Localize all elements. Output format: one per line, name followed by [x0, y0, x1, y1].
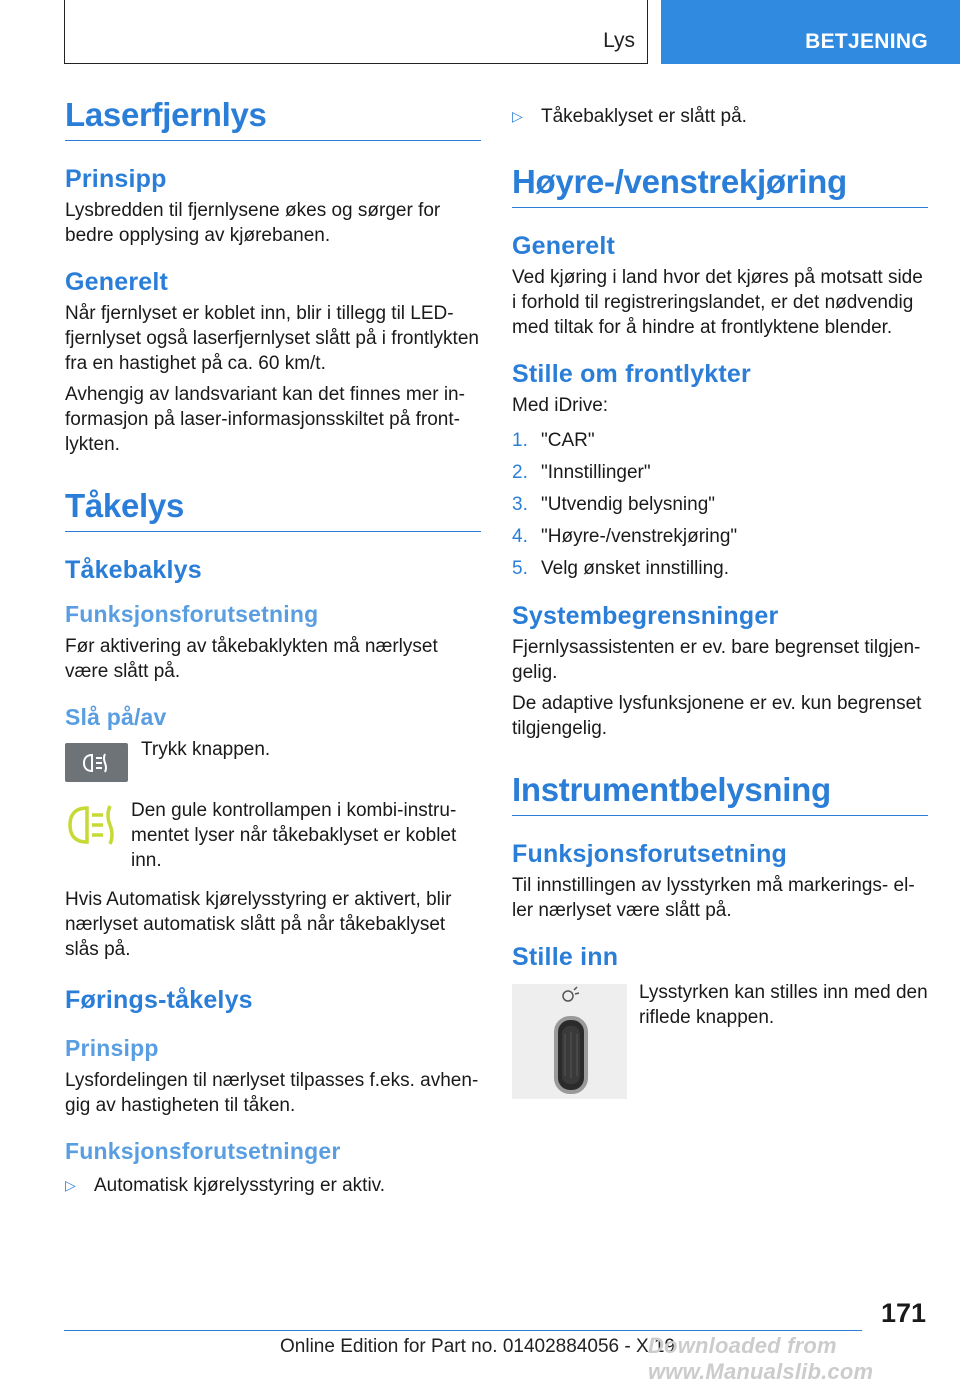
system-text-1: Fjernlysassistenten er ev. bare begrenset tilgjengelig.: [512, 637, 921, 683]
lamp-row: [65, 798, 481, 873]
generelt-heading: Generelt: [65, 268, 169, 296]
idrive-text: Med iDrive:: [512, 395, 609, 416]
list-item: 2. "Innstillinger": [512, 462, 651, 483]
system-text-2: De adaptive lysfunksjonene er ev. kun begrenset tilgjengelig.: [512, 693, 922, 739]
watermark: Downloaded from www.Manualslib.com: [648, 1333, 874, 1384]
left-column: [65, 96, 481, 1198]
system-heading: Systembegrensninger: [512, 602, 779, 630]
stille-inn-row: [512, 980, 928, 1099]
lamp-text: Den gule kontrollampen i kombi-instrumentet lyser når tåkebaklyset er koblet inn.: [131, 800, 457, 871]
bullet-item: [512, 104, 928, 129]
steps-list: [512, 428, 928, 581]
dimmer-knob-icon: [512, 984, 627, 1099]
trykk-text: Trykk knappen.: [141, 739, 271, 760]
stille-inn-text: Lysstyrken kan stilles inn med den riflede knappen.: [639, 982, 928, 1028]
forutsetninger-heading: Funksjonsforutsetninger: [65, 1138, 341, 1164]
prinsipp-text: Lysbredden til fjernlysene økes og sørger for bedre opplysing av kjørebanen.: [65, 200, 441, 246]
header-section-box: [64, 0, 648, 64]
takelys-title: Tåkelys: [65, 487, 481, 532]
list-item: 5. Velg ønsket innstilling.: [512, 558, 729, 579]
funksjon-text: Før aktivering av tåkebaklykten må nærlyset være slått på.: [65, 636, 438, 682]
list-item: 1. "CAR": [512, 430, 595, 451]
generelt-heading-right: Generelt: [512, 232, 616, 260]
triangle-bullet-icon: ▷: [65, 1177, 76, 1193]
bullet-item: [65, 1173, 481, 1198]
forings-prinsipp-text: Lysfordelingen til nærlyset tilpasses f.eks. avhengig av hastigheten til tåken.: [65, 1070, 479, 1116]
bullet-text: Tåkebaklyset er slått på.: [541, 106, 747, 127]
chapter-tab: BETJENING: [661, 0, 960, 64]
bullet-text: Automatisk kjørelysstyring er aktiv.: [94, 1175, 386, 1196]
takebaklys-heading: Tåkebaklys: [65, 556, 202, 584]
instrument-title: Instrumentbelysning: [512, 771, 928, 816]
forings-heading: Førings-tåkelys: [65, 986, 253, 1014]
generelt-text-2: Avhengig av landsvariant kan det finnes mer informasjon på laser-informasjonsskiltet på frontlykten.: [65, 384, 465, 455]
laser-title: Laserfjernlys: [65, 96, 481, 141]
footer-edition: Online Edition for Part no. 01402884056 - X/19: [280, 1336, 676, 1357]
generelt-text-right: Ved kjøring i land hvor det kjøres på motsatt side i forhold til registreringslandet, er det nødvendig med tiltak for å hindre at frontlyktene blender.: [512, 267, 923, 338]
footer-divider: [64, 1330, 862, 1331]
stille-heading: Stille om frontlykter: [512, 360, 751, 388]
hoyre-title: Høyre-/venstrekjøring: [512, 163, 928, 208]
page-number: 171: [880, 1298, 926, 1328]
stille-inn-heading: Stille inn: [512, 943, 619, 971]
list-item: 4. "Høyre-/venstrekjøring": [512, 526, 738, 547]
fog-light-button-icon: [65, 743, 128, 782]
instrument-funksjon-heading: Funksjonsforutsetning: [512, 840, 788, 868]
section-title: Lys: [603, 29, 635, 52]
right-column: [512, 96, 928, 1099]
triangle-bullet-icon: ▷: [512, 108, 523, 124]
automatisk-text: Hvis Automatisk kjørelysstyring er aktivert, blir nærlyset automatisk slått på når tåkebaklyset slås på.: [65, 889, 452, 960]
prinsipp-heading: Prinsipp: [65, 165, 167, 193]
fog-warning-lamp-icon: [65, 800, 121, 850]
funksjon-heading: Funksjonsforutsetning: [65, 601, 319, 627]
slaa-heading: Slå på/av: [65, 704, 167, 730]
forings-prinsipp-heading: Prinsipp: [65, 1035, 159, 1061]
list-item: 3. "Utvendig belysning": [512, 494, 716, 515]
generelt-text-1: Når fjernlyset er koblet inn, blir i tillegg til LED-fjernlyset også laserfjernlyset slått på i frontlykten fra en hastighet på ca. 60 km/t.: [65, 303, 479, 374]
trykk-row: [65, 737, 481, 782]
instrument-funksjon-text: Til innstillingen av lysstyrken må markerings- eller nærlyset være slått på.: [512, 875, 915, 921]
